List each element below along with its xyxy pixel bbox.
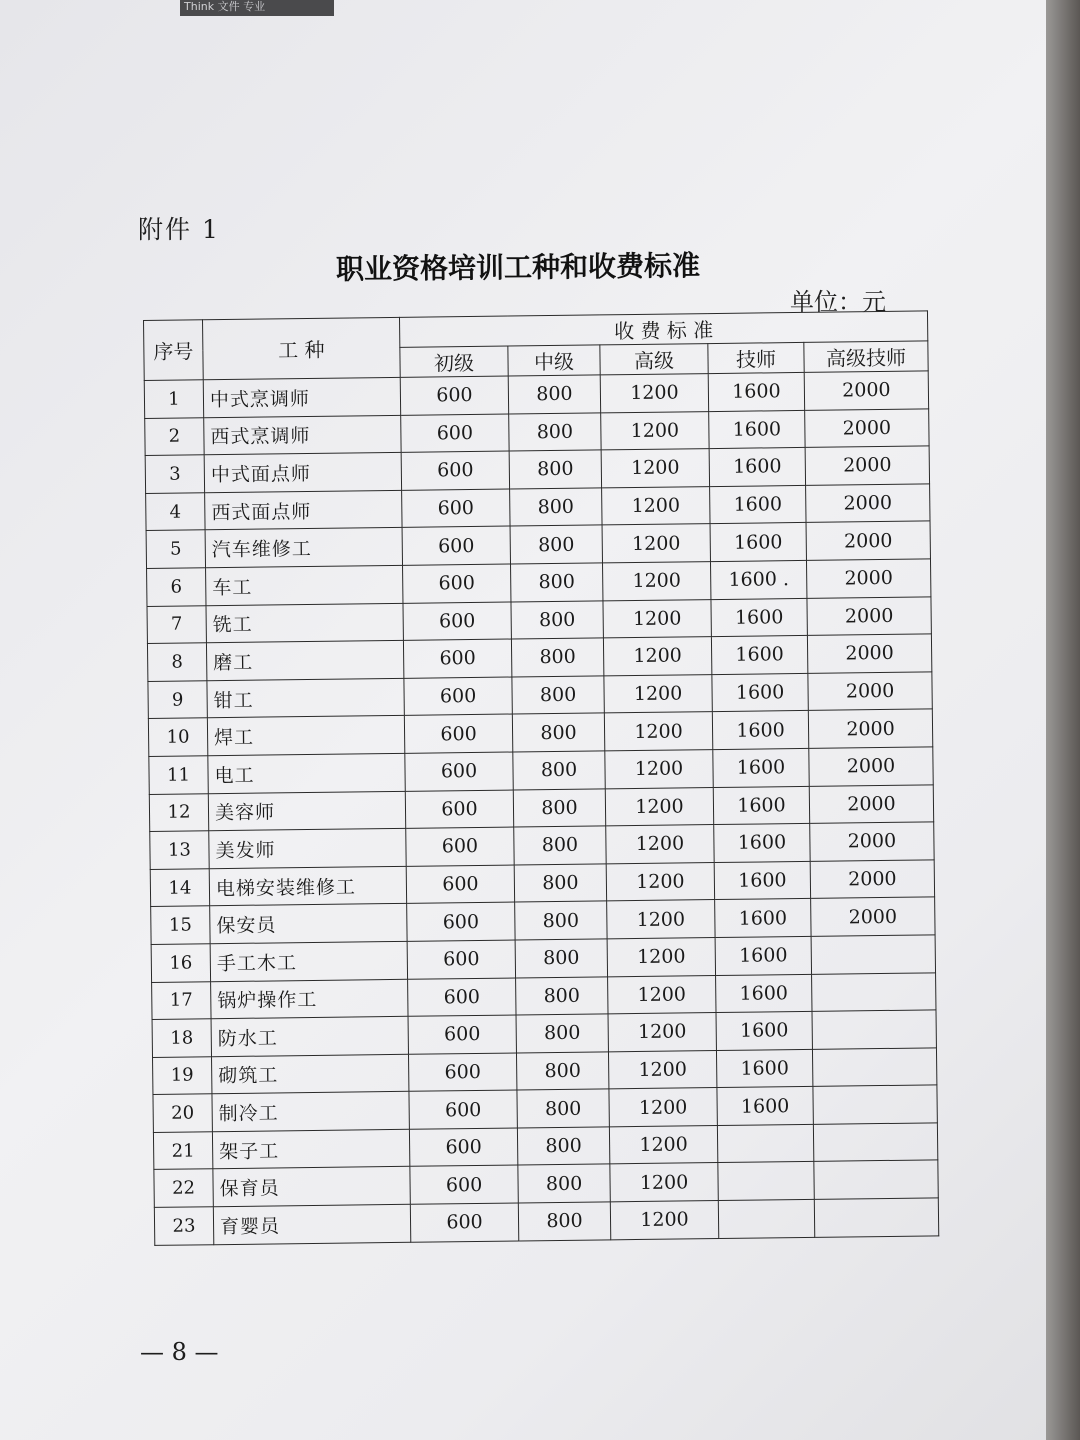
row-fee-cell (813, 1085, 937, 1124)
row-fee-cell: 1600 (717, 1087, 813, 1126)
row-fee-cell: 1200 (603, 599, 711, 638)
row-fee-cell: 800 (517, 1089, 609, 1128)
row-fee-cell: 600 (404, 714, 512, 753)
row-fee-cell: 1200 (603, 562, 711, 601)
row-index: 5 (146, 530, 205, 568)
row-fee-cell: 1600 (710, 485, 806, 524)
row-trade: 手工木工 (210, 941, 407, 981)
row-trade: 铣工 (206, 603, 403, 643)
row-fee-cell: 600 (404, 677, 512, 716)
fee-table-body (144, 371, 939, 1245)
row-fee-cell: 800 (514, 864, 606, 903)
row-fee-cell: 2000 (808, 672, 932, 711)
row-index: 19 (153, 1056, 212, 1094)
row-index: 4 (146, 493, 205, 531)
row-index: 8 (147, 643, 206, 681)
row-fee-cell: 1600 (716, 1049, 812, 1088)
row-fee-cell: 600 (407, 902, 515, 941)
row-fee-cell: 800 (513, 751, 605, 790)
row-trade: 车工 (206, 565, 403, 605)
row-fee-cell: 2000 (805, 409, 929, 448)
row-trade: 西式烹调师 (204, 415, 401, 455)
row-fee-cell: 1200 (609, 1125, 717, 1164)
row-fee-cell: 1600 (713, 786, 809, 825)
row-fee-cell: 1200 (606, 825, 714, 864)
row-fee-cell: 2000 (807, 634, 931, 673)
row-fee-cell: 800 (511, 563, 603, 602)
row-fee-cell: 600 (408, 1015, 516, 1054)
row-fee-cell: 600 (402, 526, 510, 565)
row-index: 14 (150, 868, 209, 906)
row-fee-cell: 1600 . (710, 560, 806, 599)
row-index: 22 (154, 1169, 213, 1207)
row-fee-cell: 1200 (603, 637, 711, 676)
row-fee-cell: 1600 (709, 448, 805, 487)
row-fee-cell: 1200 (605, 787, 713, 826)
row-fee-cell (814, 1198, 938, 1237)
row-index: 11 (149, 756, 208, 794)
row-fee-cell (814, 1160, 938, 1199)
row-trade: 美发师 (209, 828, 406, 868)
row-trade: 西式面点师 (205, 490, 402, 530)
row-fee-cell: 1200 (601, 449, 709, 488)
row-index: 17 (152, 981, 211, 1019)
row-fee-cell: 1600 (714, 861, 810, 900)
row-fee-cell: 1200 (608, 975, 716, 1014)
row-fee-cell: 600 (406, 827, 514, 866)
row-fee-cell: 1600 (711, 598, 807, 637)
row-fee-cell: 2000 (804, 371, 928, 410)
row-fee-cell: 1200 (602, 486, 710, 525)
row-fee-cell: 1200 (602, 524, 710, 563)
row-fee-cell: 2000 (806, 484, 930, 523)
header-level-senior-technician: 高级技师 (804, 341, 928, 373)
row-fee-cell: 800 (518, 1164, 610, 1203)
row-fee-cell: 1200 (610, 1201, 718, 1240)
desk-background (1046, 0, 1080, 1440)
row-trade: 磨工 (206, 640, 403, 680)
row-fee-cell (717, 1124, 813, 1163)
row-trade: 美容师 (208, 791, 405, 831)
row-fee-cell: 800 (509, 413, 601, 452)
row-trade: 砌筑工 (212, 1054, 409, 1094)
row-index: 23 (154, 1207, 213, 1245)
row-trade: 保安员 (210, 904, 407, 944)
row-fee-cell: 600 (405, 790, 513, 829)
row-fee-cell: 800 (512, 676, 604, 715)
unit-label: 单位：元 (790, 288, 886, 316)
row-fee-cell: 600 (407, 940, 515, 979)
header-level-junior: 初级 (400, 346, 508, 377)
row-fee-cell: 2000 (805, 446, 929, 485)
row-fee-cell: 600 (410, 1165, 518, 1204)
row-trade: 汽车维修工 (205, 528, 402, 568)
row-fee-cell: 800 (516, 1052, 608, 1091)
row-fee-cell: 600 (409, 1090, 517, 1129)
row-fee-cell: 1200 (608, 1050, 716, 1089)
row-fee-cell: 2000 (810, 822, 934, 861)
row-fee-cell (811, 935, 935, 974)
row-fee-cell: 2000 (806, 521, 930, 560)
row-fee-cell: 800 (510, 525, 602, 564)
row-fee-cell: 1600 (711, 636, 807, 675)
header-level-senior: 高级 (600, 344, 708, 375)
row-fee-cell: 600 (409, 1128, 517, 1167)
row-trade: 中式烹调师 (203, 377, 400, 417)
row-trade: 电工 (208, 753, 405, 793)
row-fee-cell: 1200 (609, 1088, 717, 1127)
row-fee-cell: 1200 (600, 374, 708, 413)
row-fee-cell: 1600 (712, 711, 808, 750)
row-fee-cell: 600 (410, 1203, 518, 1242)
row-fee-cell (812, 1048, 936, 1087)
row-fee-cell: 800 (512, 713, 604, 752)
row-fee-cell: 600 (401, 451, 509, 490)
row-fee-cell: 800 (514, 826, 606, 865)
row-fee-cell: 1600 (716, 974, 812, 1013)
row-fee-cell: 2000 (809, 747, 933, 786)
row-fee-cell: 1200 (610, 1163, 718, 1202)
row-fee-cell: 800 (515, 901, 607, 940)
row-fee-cell: 600 (406, 865, 514, 904)
row-fee-cell: 1200 (604, 712, 712, 751)
row-fee-cell: 800 (511, 638, 603, 677)
row-index: 6 (147, 568, 206, 606)
row-index: 21 (153, 1132, 212, 1170)
row-fee-cell: 800 (516, 1014, 608, 1053)
row-fee-cell (812, 972, 936, 1011)
row-fee-cell: 800 (515, 939, 607, 978)
row-fee-cell: 1200 (601, 411, 709, 450)
header-level-intermediate: 中级 (508, 345, 600, 376)
row-fee-cell: 2000 (808, 709, 932, 748)
row-fee-cell: 1600 (715, 936, 811, 975)
row-fee-cell: 800 (508, 375, 600, 414)
row-trade: 锅炉操作工 (211, 979, 408, 1019)
row-fee-cell: 1200 (605, 750, 713, 789)
header-trade: 工 种 (203, 317, 401, 379)
header-fee-group: 收 费 标 准 (399, 311, 927, 347)
row-fee-cell: 1600 (716, 1011, 812, 1050)
row-index: 10 (148, 718, 207, 756)
row-fee-cell: 1600 (713, 748, 809, 787)
fee-table (143, 310, 939, 1245)
row-trade: 保育员 (213, 1167, 410, 1207)
row-fee-cell: 1200 (607, 900, 715, 939)
fee-table-container (143, 310, 939, 1270)
row-index: 13 (150, 831, 209, 869)
row-fee-cell: 1200 (607, 937, 715, 976)
row-index: 15 (151, 906, 210, 944)
document-title: 职业资格培训工种和收费标准 (335, 249, 701, 286)
page-number: — 8 — (140, 1338, 219, 1366)
row-fee-cell: 600 (401, 414, 509, 453)
row-trade: 制冷工 (212, 1092, 409, 1132)
row-fee-cell: 600 (405, 752, 513, 791)
row-fee-cell: 2000 (811, 897, 935, 936)
row-fee-cell: 600 (400, 376, 508, 415)
row-fee-cell: 800 (511, 600, 603, 639)
row-index: 18 (152, 1019, 211, 1057)
row-trade: 育婴员 (213, 1204, 410, 1244)
row-fee-cell: 2000 (807, 596, 931, 635)
row-fee-cell: 800 (509, 450, 601, 489)
row-fee-cell (813, 1123, 937, 1162)
row-index: 3 (145, 455, 204, 493)
row-index: 16 (151, 944, 210, 982)
row-fee-cell: 800 (510, 488, 602, 527)
row-trade: 焊工 (207, 716, 404, 756)
row-fee-cell: 600 (403, 602, 511, 641)
row-fee-cell: 1200 (606, 862, 714, 901)
row-index: 12 (149, 793, 208, 831)
header-index: 序号 (144, 320, 204, 381)
row-index: 2 (145, 417, 204, 455)
row-trade: 电梯安装维修工 (209, 866, 406, 906)
row-fee-cell: 1600 (715, 899, 811, 938)
row-fee-cell: 1600 (708, 372, 804, 411)
row-index: 20 (153, 1094, 212, 1132)
row-fee-cell: 800 (518, 1202, 610, 1241)
row-index: 1 (144, 380, 203, 418)
row-fee-cell: 600 (408, 1053, 516, 1092)
row-index: 7 (147, 605, 206, 643)
row-fee-cell: 1200 (608, 1013, 716, 1052)
row-fee-cell: 2000 (806, 559, 930, 598)
row-fee-cell: 600 (403, 639, 511, 678)
background-paper-scrap: Think 文件 专业 (180, 0, 334, 16)
row-fee-cell: 600 (402, 489, 510, 528)
row-fee-cell: 2000 (810, 860, 934, 899)
row-fee-cell: 800 (513, 788, 605, 827)
row-fee-cell: 600 (408, 977, 516, 1016)
row-fee-cell (812, 1010, 936, 1049)
row-fee-cell: 1600 (709, 410, 805, 449)
row-fee-cell: 1200 (604, 674, 712, 713)
row-trade: 钳工 (207, 678, 404, 718)
row-fee-cell (718, 1199, 814, 1238)
row-fee-cell: 1600 (714, 824, 810, 863)
row-fee-cell: 800 (517, 1127, 609, 1166)
row-index: 9 (148, 680, 207, 718)
row-fee-cell: 1600 (712, 673, 808, 712)
header-level-technician: 技师 (708, 342, 804, 373)
row-trade: 防水工 (211, 1016, 408, 1056)
row-fee-cell: 1600 (710, 523, 806, 562)
row-fee-cell: 800 (516, 976, 608, 1015)
row-trade: 架子工 (212, 1129, 409, 1169)
row-fee-cell: 2000 (809, 784, 933, 823)
annex-label: 附件 1 (138, 215, 220, 244)
row-fee-cell (718, 1162, 814, 1201)
row-fee-cell: 600 (403, 564, 511, 603)
row-trade: 中式面点师 (204, 453, 401, 493)
